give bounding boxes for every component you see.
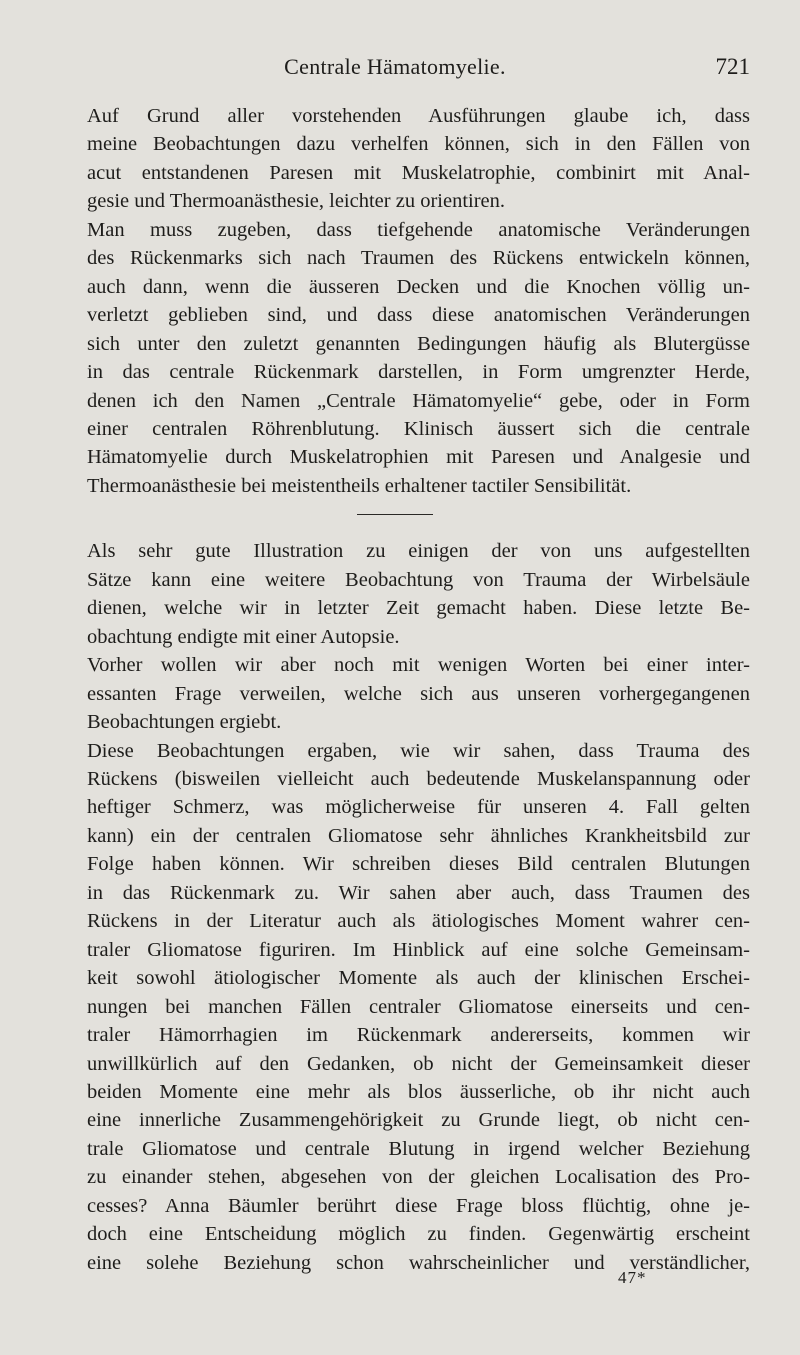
text-line: trale Gliomatose und centrale Blutung in irgend welcher Beziehung bbox=[87, 1137, 750, 1160]
text-line: meine Beobachtungen dazu verhelfen können, sich in den Fällen von bbox=[87, 133, 750, 156]
text-line: traler Hämorrhagien im Rückenmark andererseits, kommen wir bbox=[87, 1024, 750, 1047]
text-line: keit sowohl ätiologischer Momente als auch der klinischen Erschei- bbox=[87, 967, 750, 990]
text-line: eine solehe Beziehung schon wahrscheinlicher und verständlicher, bbox=[87, 1251, 750, 1274]
text-line: beiden Momente eine mehr als blos äusserliche, ob ihr nicht auch bbox=[87, 1080, 750, 1103]
text-line: des Rückenmarks sich nach Traumen des Rückens entwickeln können, bbox=[87, 247, 750, 270]
text-line: unwillkürlich auf den Gedanken, ob nicht der Gemeinsamkeit dieser bbox=[87, 1052, 750, 1075]
text-line: Beobachtungen ergiebt. bbox=[87, 711, 282, 734]
paragraph bbox=[40, 651, 750, 736]
running-title: Centrale Hämatomyelie. bbox=[284, 54, 506, 79]
text-line: Hämatomyelie durch Muskelatrophien mit Paresen und Analgesie und bbox=[87, 446, 750, 469]
text-line: Folge haben können. Wir schreiben dieses Bild centralen Blutungen bbox=[87, 853, 750, 876]
text-line: doch eine Entscheidung möglich zu finden. Gegenwärtig erscheint bbox=[87, 1223, 750, 1246]
paragraph bbox=[40, 737, 750, 1278]
text-line: nungen bei manchen Fällen centraler Gliomatose einerseits und cen- bbox=[87, 995, 750, 1018]
text-line: essanten Frage verweilen, welche sich aus unseren vorhergegangenen bbox=[87, 682, 750, 705]
text-line: Auf Grund aller vorstehenden Ausführungen glaube ich, dass bbox=[87, 105, 750, 127]
text-line: denen ich den Namen „Centrale Hämatomyelie“ gebe, oder in Form bbox=[87, 389, 750, 412]
text-line: in das centrale Rückenmark darstellen, in Form umgrenzter Herde, bbox=[87, 361, 750, 384]
text-line: Rückens in der Literatur auch als ätiologisches Moment wahrer cen- bbox=[87, 910, 750, 933]
text-line: einer centralen Röhrenblutung. Klinisch äussert sich die centrale bbox=[87, 417, 750, 440]
page-header bbox=[40, 54, 750, 84]
section-separator bbox=[357, 514, 433, 515]
text-line: heftiger Schmerz, was möglicherweise für unseren 4. Fall gelten bbox=[87, 796, 750, 819]
text-line: kann) ein der centralen Gliomatose sehr ähnliches Krankheitsbild zur bbox=[87, 824, 750, 847]
text-line: acut entstandenen Paresen mit Muskelatrophie, combinirt mit Anal- bbox=[87, 161, 750, 184]
signature-mark: 47* bbox=[618, 1268, 647, 1287]
paragraph bbox=[40, 537, 750, 651]
paragraph bbox=[40, 216, 750, 501]
body-text bbox=[40, 102, 750, 1277]
text-line: auch dann, wenn die äusseren Decken und die Knochen völlig un- bbox=[87, 275, 750, 298]
page-number: 721 bbox=[715, 54, 750, 79]
text-line: Rückens (bisweilen vielleicht auch bedeutende Muskelanspannung oder bbox=[87, 767, 750, 790]
text-line: in das Rückenmark zu. Wir sahen aber auch, dass Traumen des bbox=[87, 881, 750, 904]
text-line: Man muss zugeben, dass tiefgehende anatomische Veränderungen bbox=[87, 218, 750, 241]
text-line: verletzt geblieben sind, und dass diese anatomischen Veränderungen bbox=[87, 304, 750, 327]
text-line: sich unter den zuletzt genannten Bedingungen häufig als Blutergüsse bbox=[87, 332, 750, 355]
text-line: traler Gliomatose figuriren. Im Hinblick auf eine solche Gemeinsam- bbox=[87, 938, 750, 961]
text-line: dienen, welche wir in letzter Zeit gemacht haben. Diese letzte Be- bbox=[87, 597, 750, 620]
text-line: Diese Beobachtungen ergaben, wie wir sahen, dass Trauma des bbox=[87, 739, 750, 762]
text-line: cesses? Anna Bäumler berührt diese Frage bloss flüchtig, ohne je- bbox=[87, 1194, 750, 1217]
paragraph bbox=[40, 102, 750, 216]
text-line: eine innerliche Zusammengehörigkeit zu Grunde liegt, ob nicht cen- bbox=[87, 1109, 750, 1132]
text-line: zu einander stehen, abgesehen von der gleichen Localisation des Pro- bbox=[87, 1166, 750, 1189]
text-line: Als sehr gute Illustration zu einigen der von uns aufgestellten bbox=[87, 540, 750, 563]
text-line: Vorher wollen wir aber noch mit wenigen Worten bei einer inter- bbox=[87, 654, 750, 677]
text-line: obachtung endigte mit einer Autopsie. bbox=[87, 625, 400, 648]
text-line: Sätze kann eine weitere Beobachtung von Trauma der Wirbelsäule bbox=[87, 568, 750, 591]
text-line: gesie und Thermoanästhesie, leichter zu orientiren. bbox=[87, 190, 506, 213]
text-line: Thermoanästhesie bei meistentheils erhaltener tactiler Sensibilität. bbox=[87, 474, 632, 497]
